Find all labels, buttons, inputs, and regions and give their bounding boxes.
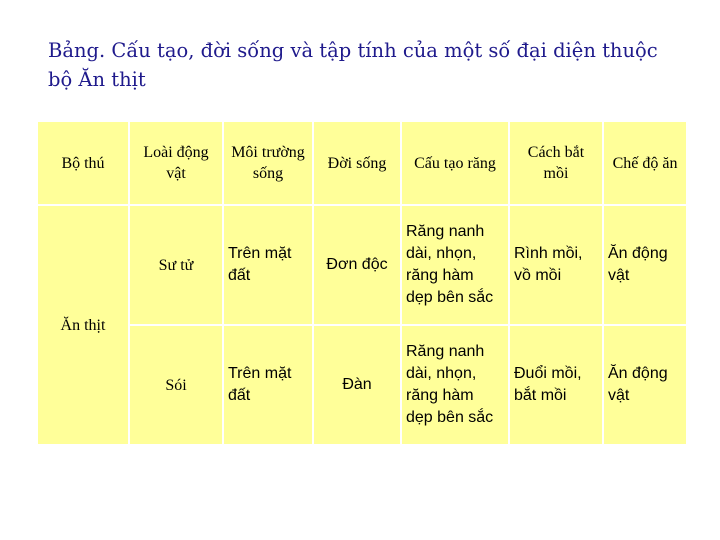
page-title: Bảng. Cấu tạo, đời sống và tập tính của một số đại diện thuộc bộ Ăn thịt [48, 39, 658, 91]
table-row [37, 205, 687, 325]
order-name-cell: Ăn thịt [37, 205, 129, 445]
table-row [37, 325, 687, 445]
lifestyle-cell: Đàn [313, 325, 401, 445]
table-header-row [37, 121, 687, 205]
header-cell-animal: Loài động vật [129, 121, 223, 205]
animal-cell: Sói [129, 325, 223, 445]
hunting-cell: Đuổi mồi, bắt mồi [509, 325, 603, 445]
teeth-cell: Răng nanh dài, nhọn, răng hàm dẹp bên sắc [401, 325, 509, 445]
habitat-cell: Trên mặt đất [223, 205, 313, 325]
header-cell-diet: Chế độ ăn [603, 121, 687, 205]
habitat-cell: Trên mặt đất [223, 325, 313, 445]
diet-cell: Ăn động vật [603, 205, 687, 325]
header-cell-lifestyle: Đời sống [313, 121, 401, 205]
header-cell-teeth: Cấu tạo răng [401, 121, 509, 205]
teeth-cell: Răng nanh dài, nhọn, răng hàm dẹp bên sắc [401, 205, 509, 325]
header-cell-hunting: Cách bắt mồi [509, 121, 603, 205]
data-table [36, 120, 686, 442]
lifestyle-cell: Đơn độc [313, 205, 401, 325]
header-cell-order: Bộ thú [37, 121, 129, 205]
hunting-cell: Rình mồi, vồ mồi [509, 205, 603, 325]
diet-cell: Ăn động vật [603, 325, 687, 445]
animal-cell: Sư tử [129, 205, 223, 325]
header-cell-habitat: Môi trường sống [223, 121, 313, 205]
